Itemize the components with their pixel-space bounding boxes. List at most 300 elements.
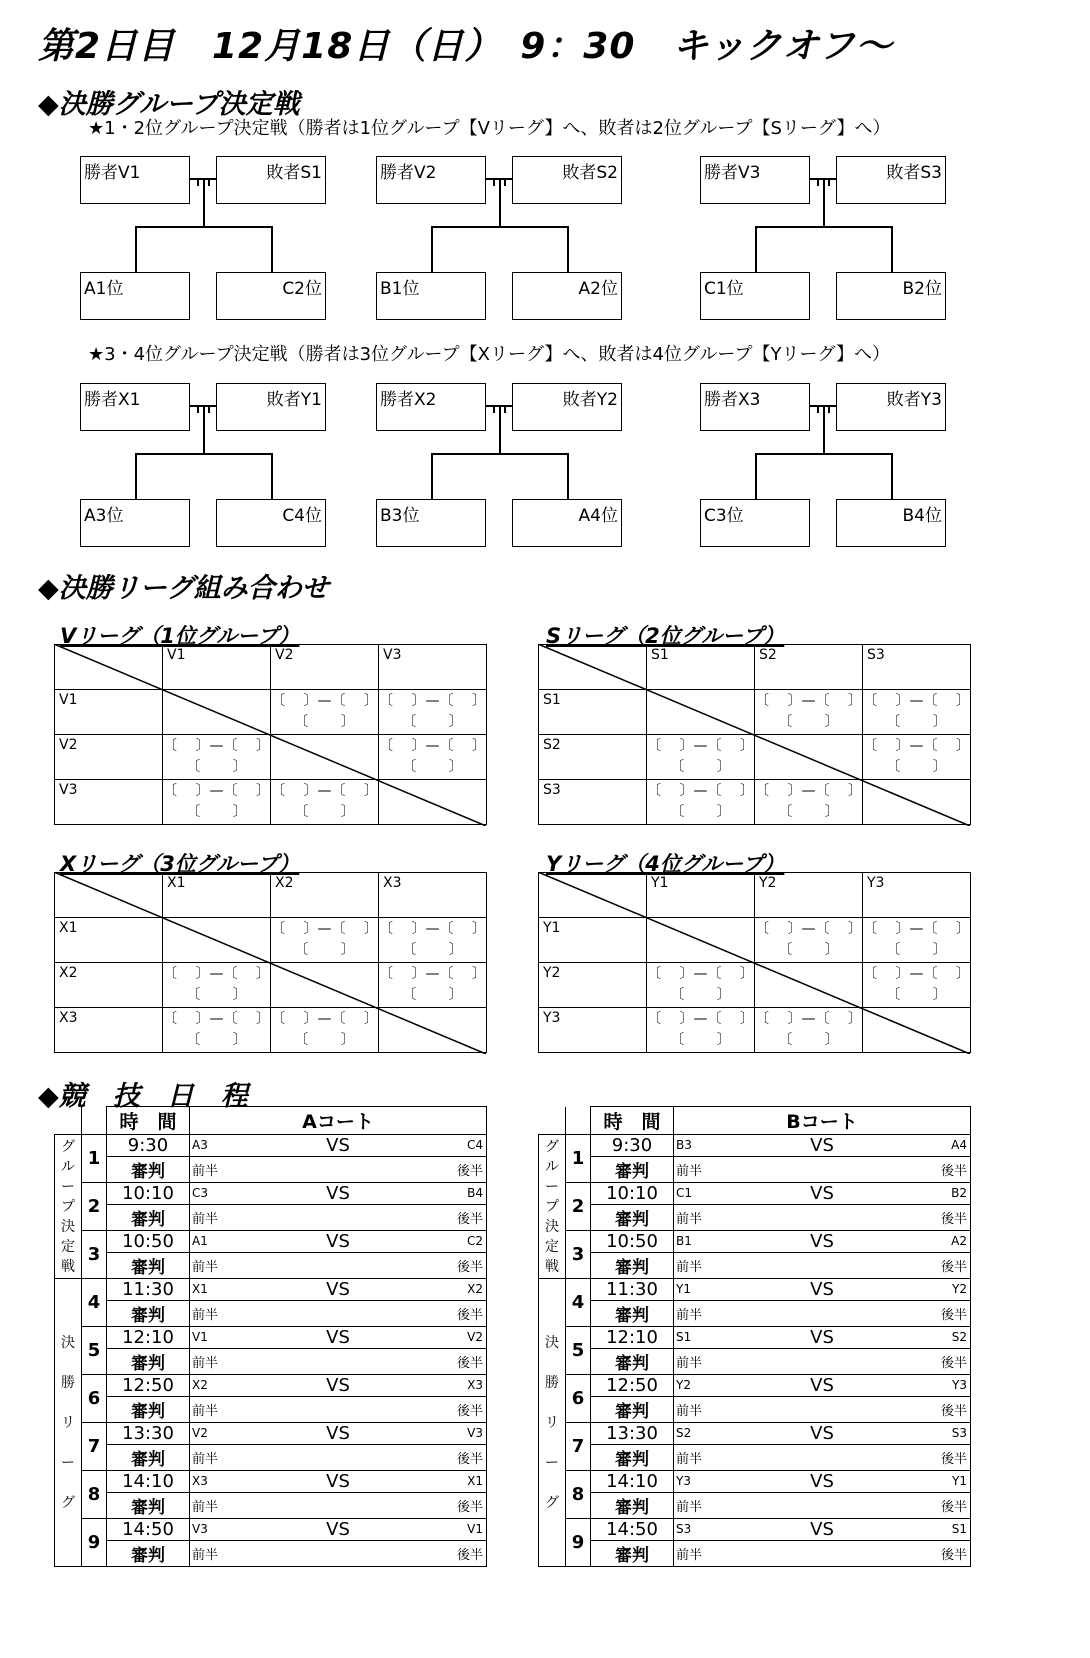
schedule-header-time: 時 間 — [107, 1107, 190, 1135]
away-team: Y3 — [952, 1378, 967, 1392]
schedule-referee-row — [539, 1541, 971, 1567]
referee-halves — [190, 1445, 487, 1471]
home-team: Y3 — [676, 1474, 691, 1488]
second-half-label: 後半 — [456, 1356, 483, 1371]
vs-label: VS — [326, 1375, 350, 1396]
match-teams — [190, 1327, 487, 1349]
league-row-header: Y2 — [543, 965, 561, 981]
league-col-header: V2 — [275, 647, 294, 663]
match-number: 3 — [566, 1231, 591, 1279]
home-team: Y2 — [676, 1378, 691, 1392]
schedule-row — [539, 1519, 971, 1541]
bracket-box-left: A3位 — [80, 499, 190, 547]
bracket-connector-line — [431, 453, 567, 455]
schedule-header-blank — [566, 1107, 591, 1135]
bracket-connector-line — [493, 178, 495, 186]
league-title: Sリーグ（2位グループ） — [546, 624, 785, 648]
schedule-row — [539, 1375, 971, 1397]
league-diagonal-line — [538, 644, 970, 826]
referee-label: 審判 — [107, 1349, 190, 1375]
referee-halves — [190, 1253, 487, 1279]
second-half-label: 後半 — [940, 1308, 967, 1323]
schedule-row — [539, 1327, 971, 1349]
diagonal-line — [538, 644, 970, 826]
note-12-playoff: ★1・2位グループ決定戦（勝者は1位グループ【Vリーグ】へ、敗者は2位グループ【Sリーグ】へ） — [88, 118, 891, 139]
league-table-wrap — [538, 644, 970, 826]
first-half-label: 前半 — [676, 1548, 703, 1563]
match-time: 10:10 — [107, 1183, 190, 1205]
match-time: 13:30 — [591, 1423, 674, 1445]
schedule-referee-row — [55, 1349, 487, 1375]
home-team: Y1 — [676, 1282, 691, 1296]
league-diagonal-line — [54, 644, 486, 826]
vs-label: VS — [326, 1519, 350, 1540]
diagonal-line — [538, 872, 970, 1054]
league-col-header: V1 — [167, 647, 186, 663]
schedule-group-label: グ ル ー プ 決 定 戦 — [55, 1135, 82, 1279]
schedule-header-blank — [539, 1107, 566, 1135]
home-team: S1 — [676, 1330, 692, 1344]
schedule-referee-row — [55, 1253, 487, 1279]
second-half-label: 後半 — [940, 1212, 967, 1227]
away-team: Y2 — [952, 1282, 967, 1296]
schedule-referee-row — [55, 1493, 487, 1519]
bracket-connector-line — [499, 407, 501, 453]
bracket-box-left: C1位 — [700, 272, 810, 320]
schedule-row — [55, 1327, 487, 1349]
match-time: 9:30 — [591, 1135, 674, 1157]
referee-halves — [190, 1301, 487, 1327]
vs-label: VS — [810, 1327, 834, 1348]
referee-halves — [190, 1157, 487, 1183]
second-half-label: 後半 — [940, 1404, 967, 1419]
schedule-referee-row — [539, 1397, 971, 1423]
league-score-cell: 〔 〕—〔 〕 〔 〕 — [271, 1008, 379, 1053]
league-score-cell: 〔 〕—〔 〕 〔 〕 — [863, 735, 971, 780]
schedule-row — [55, 1375, 487, 1397]
away-team: B2 — [951, 1186, 967, 1200]
match-time: 12:50 — [107, 1375, 190, 1397]
schedule-row — [55, 1471, 487, 1493]
bracket-connector-line — [891, 453, 893, 499]
schedule-header-row — [539, 1107, 971, 1135]
first-half-label: 前半 — [676, 1212, 703, 1227]
league-col-header: X1 — [167, 875, 186, 891]
bracket-box-winner: 勝者V1 — [80, 156, 190, 204]
bracket-connector-line — [431, 226, 433, 272]
league-score-cell: 〔 〕—〔 〕 〔 〕 — [755, 1008, 863, 1053]
bracket-connector-line — [271, 453, 273, 499]
match-teams — [190, 1135, 487, 1157]
bracket-connector-line — [504, 405, 506, 413]
league-row-header: S3 — [543, 782, 561, 798]
league-row-header: X1 — [59, 920, 78, 936]
bracket-connector-line — [504, 178, 506, 186]
vs-label: VS — [810, 1135, 834, 1156]
vs-label: VS — [810, 1231, 834, 1252]
league-row-header: S1 — [543, 692, 561, 708]
match-time: 12:10 — [107, 1327, 190, 1349]
referee-halves — [674, 1349, 971, 1375]
schedule-row — [55, 1279, 487, 1301]
bracket-box-left: B1位 — [376, 272, 486, 320]
referee-label: 審判 — [107, 1301, 190, 1327]
match-time: 13:30 — [107, 1423, 190, 1445]
league-score-cell: 〔 〕—〔 〕 〔 〕 — [379, 690, 487, 735]
league-score-cell: 〔 〕—〔 〕 〔 〕 — [379, 963, 487, 1008]
league-row-header: X3 — [59, 1010, 78, 1026]
bracket-connector-line — [828, 405, 830, 413]
away-team: X3 — [467, 1378, 483, 1392]
bracket-connector-line — [823, 180, 825, 226]
bracket-connector-line — [823, 407, 825, 453]
referee-halves — [674, 1493, 971, 1519]
first-half-label: 前半 — [192, 1308, 219, 1323]
schedule-referee-row — [55, 1445, 487, 1471]
schedule-row — [539, 1471, 971, 1493]
bracket-box-loser: 敗者Y2 — [512, 383, 622, 431]
bracket-connector-line — [891, 226, 893, 272]
league-score-cell: 〔 〕—〔 〕 〔 〕 — [863, 690, 971, 735]
referee-label: 審判 — [591, 1397, 674, 1423]
league-score-cell: 〔 〕—〔 〕 〔 〕 — [163, 780, 271, 825]
match-teams — [674, 1327, 971, 1349]
bracket-connector-line — [755, 226, 891, 228]
league-col-header: Y1 — [651, 875, 669, 891]
schedule-row — [539, 1183, 971, 1205]
match-teams — [190, 1183, 487, 1205]
referee-label: 審判 — [591, 1445, 674, 1471]
referee-halves — [190, 1493, 487, 1519]
schedule-referee-row — [55, 1301, 487, 1327]
match-number: 2 — [82, 1183, 107, 1231]
referee-label: 審判 — [107, 1157, 190, 1183]
league-row-header: X2 — [59, 965, 78, 981]
league-score-cell: 〔 〕—〔 〕 〔 〕 — [755, 918, 863, 963]
league-col-header: X3 — [383, 875, 402, 891]
schedule-referee-row — [55, 1205, 487, 1231]
schedule-row — [539, 1231, 971, 1253]
schedule-group-label: グ ル ー プ 決 定 戦 — [539, 1135, 566, 1279]
home-team: V1 — [192, 1330, 208, 1344]
vs-label: VS — [326, 1231, 350, 1252]
bracket-connector-line — [755, 226, 757, 272]
referee-label: 審判 — [107, 1253, 190, 1279]
second-half-label: 後半 — [456, 1308, 483, 1323]
bracket-connector-line — [431, 453, 433, 499]
schedule-referee-row — [55, 1541, 487, 1567]
vs-label: VS — [810, 1519, 834, 1540]
league-score-cell: 〔 〕—〔 〕 〔 〕 — [647, 963, 755, 1008]
league-score-cell: 〔 〕—〔 〕 〔 〕 — [379, 918, 487, 963]
vs-label: VS — [326, 1135, 350, 1156]
schedule-referee-row — [539, 1301, 971, 1327]
league-row-header: V3 — [59, 782, 78, 798]
match-time: 12:10 — [591, 1327, 674, 1349]
second-half-label: 後半 — [940, 1548, 967, 1563]
match-time: 14:50 — [591, 1519, 674, 1541]
bracket-connector-line — [135, 453, 271, 455]
second-half-label: 後半 — [456, 1404, 483, 1419]
match-time: 12:50 — [591, 1375, 674, 1397]
league-row-header: V1 — [59, 692, 78, 708]
away-team: A2 — [951, 1234, 967, 1248]
first-half-label: 前半 — [192, 1260, 219, 1275]
league-row-header: S2 — [543, 737, 561, 753]
match-time: 10:10 — [591, 1183, 674, 1205]
referee-label: 審判 — [107, 1493, 190, 1519]
bracket-box-right: A2位 — [512, 272, 622, 320]
away-team: V2 — [467, 1330, 483, 1344]
match-teams — [190, 1231, 487, 1253]
league-table-wrap — [538, 872, 970, 1054]
away-team: A4 — [951, 1138, 967, 1152]
bracket-box-winner: 勝者X1 — [80, 383, 190, 431]
second-half-label: 後半 — [456, 1548, 483, 1563]
bracket-box-loser: 敗者S3 — [836, 156, 946, 204]
bracket-box-right: B2位 — [836, 272, 946, 320]
first-half-label: 前半 — [192, 1452, 219, 1467]
first-half-label: 前半 — [676, 1404, 703, 1419]
league-score-cell: 〔 〕—〔 〕 〔 〕 — [863, 918, 971, 963]
league-score-cell: 〔 〕—〔 〕 〔 〕 — [647, 735, 755, 780]
referee-label: 審判 — [591, 1205, 674, 1231]
bracket-connector-line — [567, 226, 569, 272]
league-title: Xリーグ（3位グループ） — [60, 852, 300, 876]
section-final-group-title: ◆決勝グループ決定戦 — [38, 89, 300, 120]
match-time: 10:50 — [591, 1231, 674, 1253]
away-team: X2 — [467, 1282, 483, 1296]
league-col-header: S1 — [651, 647, 669, 663]
away-team: V3 — [467, 1426, 483, 1440]
bracket-connector-line — [197, 405, 199, 413]
bracket-connector-line — [203, 407, 205, 453]
schedule-header-blank — [82, 1107, 107, 1135]
schedule-row — [539, 1423, 971, 1445]
vs-label: VS — [810, 1375, 834, 1396]
bracket-connector-line — [817, 178, 819, 186]
vs-label: VS — [326, 1423, 350, 1444]
bracket-connector-line — [828, 178, 830, 186]
schedule-header-blank — [55, 1107, 82, 1135]
league-score-cell: 〔 〕—〔 〕 〔 〕 — [379, 735, 487, 780]
schedule-referee-row — [539, 1493, 971, 1519]
second-half-label: 後半 — [456, 1452, 483, 1467]
match-number: 6 — [566, 1375, 591, 1423]
match-teams — [674, 1471, 971, 1493]
referee-label: 審判 — [591, 1157, 674, 1183]
first-half-label: 前半 — [192, 1164, 219, 1179]
away-team: C4 — [466, 1138, 483, 1152]
away-team: Y1 — [952, 1474, 967, 1488]
match-teams — [674, 1423, 971, 1445]
home-team: X3 — [192, 1474, 208, 1488]
bracket-connector-line — [755, 453, 757, 499]
away-team: S3 — [951, 1426, 967, 1440]
match-teams — [674, 1375, 971, 1397]
match-number: 6 — [82, 1375, 107, 1423]
match-time: 11:30 — [591, 1279, 674, 1301]
bracket-box-loser: 敗者S1 — [216, 156, 326, 204]
match-teams — [674, 1183, 971, 1205]
referee-halves — [190, 1397, 487, 1423]
first-half-label: 前半 — [192, 1356, 219, 1371]
league-score-cell: 〔 〕—〔 〕 〔 〕 — [271, 918, 379, 963]
home-team: C3 — [192, 1186, 209, 1200]
schedule-referee-row — [55, 1397, 487, 1423]
bracket-connector-line — [135, 226, 137, 272]
match-time: 14:10 — [591, 1471, 674, 1493]
match-time: 14:50 — [107, 1519, 190, 1541]
league-score-cell: 〔 〕—〔 〕 〔 〕 — [755, 780, 863, 825]
section-schedule-title: ◆競 技 日 程 — [38, 1081, 248, 1112]
second-half-label: 後半 — [940, 1500, 967, 1515]
bracket-box-loser: 敗者Y1 — [216, 383, 326, 431]
referee-label: 審判 — [107, 1541, 190, 1567]
first-half-label: 前半 — [676, 1164, 703, 1179]
referee-halves — [190, 1349, 487, 1375]
bracket-connector-line — [817, 405, 819, 413]
referee-label: 審判 — [107, 1205, 190, 1231]
vs-label: VS — [326, 1279, 350, 1300]
home-team: V2 — [192, 1426, 208, 1440]
match-time: 14:10 — [107, 1471, 190, 1493]
league-row-header: V2 — [59, 737, 78, 753]
page-title: 第2日目 12月18日（日） 9：30 キックオフ～ — [38, 26, 893, 67]
match-teams — [190, 1471, 487, 1493]
second-half-label: 後半 — [940, 1452, 967, 1467]
bracket-connector-line — [755, 453, 891, 455]
league-diagonal-line — [538, 872, 970, 1054]
league-row-header: Y1 — [543, 920, 561, 936]
home-team: S2 — [676, 1426, 692, 1440]
league-score-cell: 〔 〕—〔 〕 〔 〕 — [755, 690, 863, 735]
schedule-referee-row — [539, 1157, 971, 1183]
referee-halves — [674, 1397, 971, 1423]
vs-label: VS — [810, 1183, 834, 1204]
match-time: 9:30 — [107, 1135, 190, 1157]
match-number: 2 — [566, 1183, 591, 1231]
match-number: 3 — [82, 1231, 107, 1279]
home-team: S3 — [676, 1522, 692, 1536]
away-team: S1 — [951, 1522, 967, 1536]
bracket-box-winner: 勝者V2 — [376, 156, 486, 204]
second-half-label: 後半 — [456, 1260, 483, 1275]
first-half-label: 前半 — [192, 1500, 219, 1515]
schedule-row — [539, 1135, 971, 1157]
league-score-cell: 〔 〕—〔 〕 〔 〕 — [647, 1008, 755, 1053]
home-team: A1 — [192, 1234, 208, 1248]
referee-label: 審判 — [107, 1445, 190, 1471]
match-teams — [190, 1519, 487, 1541]
referee-label: 審判 — [591, 1253, 674, 1279]
match-teams — [674, 1279, 971, 1301]
schedule-row — [55, 1183, 487, 1205]
second-half-label: 後半 — [940, 1260, 967, 1275]
first-half-label: 前半 — [676, 1452, 703, 1467]
bracket-box-winner: 勝者X3 — [700, 383, 810, 431]
schedule-row — [55, 1519, 487, 1541]
match-number: 9 — [82, 1519, 107, 1567]
schedule-group-label: 決 勝 リ ー グ — [539, 1279, 566, 1567]
referee-halves — [674, 1205, 971, 1231]
match-number: 4 — [566, 1279, 591, 1327]
match-number: 7 — [82, 1423, 107, 1471]
bracket-box-right: A4位 — [512, 499, 622, 547]
schedule-row — [55, 1231, 487, 1253]
bracket-connector-line — [567, 453, 569, 499]
league-score-cell: 〔 〕—〔 〕 〔 〕 — [271, 780, 379, 825]
league-col-header: Y3 — [867, 875, 885, 891]
first-half-label: 前半 — [192, 1212, 219, 1227]
league-score-cell: 〔 〕—〔 〕 〔 〕 — [163, 963, 271, 1008]
league-table-wrap — [54, 872, 486, 1054]
schedule-row — [539, 1279, 971, 1301]
schedule-header-court: Aコート — [190, 1107, 487, 1135]
referee-halves — [674, 1541, 971, 1567]
match-number: 1 — [82, 1135, 107, 1183]
second-half-label: 後半 — [940, 1356, 967, 1371]
referee-halves — [190, 1205, 487, 1231]
bracket-box-left: C3位 — [700, 499, 810, 547]
league-table-wrap — [54, 644, 486, 826]
match-number: 1 — [566, 1135, 591, 1183]
match-teams — [674, 1135, 971, 1157]
vs-label: VS — [810, 1471, 834, 1492]
first-half-label: 前半 — [676, 1500, 703, 1515]
vs-label: VS — [326, 1471, 350, 1492]
league-row-header: Y3 — [543, 1010, 561, 1026]
bracket-box-winner: 勝者V3 — [700, 156, 810, 204]
league-col-header: S3 — [867, 647, 885, 663]
match-number: 9 — [566, 1519, 591, 1567]
league-col-header: Y2 — [759, 875, 777, 891]
first-half-label: 前半 — [676, 1356, 703, 1371]
bracket-connector-line — [499, 180, 501, 226]
match-teams — [190, 1375, 487, 1397]
first-half-label: 前半 — [192, 1404, 219, 1419]
bracket-box-loser: 敗者S2 — [512, 156, 622, 204]
home-team: A3 — [192, 1138, 208, 1152]
bracket-box-loser: 敗者Y3 — [836, 383, 946, 431]
second-half-label: 後半 — [456, 1164, 483, 1179]
away-team: B4 — [467, 1186, 483, 1200]
home-team: C1 — [676, 1186, 693, 1200]
bracket-connector-line — [135, 226, 271, 228]
second-half-label: 後半 — [456, 1500, 483, 1515]
schedule-row — [55, 1423, 487, 1445]
home-team: X2 — [192, 1378, 208, 1392]
diagonal-line — [54, 644, 486, 826]
referee-label: 審判 — [591, 1541, 674, 1567]
schedule-header-time: 時 間 — [591, 1107, 674, 1135]
first-half-label: 前半 — [676, 1308, 703, 1323]
schedule-referee-row — [539, 1445, 971, 1471]
bracket-box-right: C2位 — [216, 272, 326, 320]
schedule-table-court — [54, 1106, 487, 1567]
match-number: 7 — [566, 1423, 591, 1471]
note-34-playoff: ★3・4位グループ決定戦（勝者は3位グループ【Xリーグ】へ、敗者は4位グループ【Yリーグ】へ） — [88, 344, 891, 365]
schedule-row — [55, 1135, 487, 1157]
referee-halves — [674, 1301, 971, 1327]
bracket-box-left: B3位 — [376, 499, 486, 547]
bracket-box-left: A1位 — [80, 272, 190, 320]
league-score-cell: 〔 〕—〔 〕 〔 〕 — [271, 690, 379, 735]
match-time: 10:50 — [107, 1231, 190, 1253]
match-number: 5 — [82, 1327, 107, 1375]
bracket-connector-line — [208, 178, 210, 186]
vs-label: VS — [810, 1279, 834, 1300]
